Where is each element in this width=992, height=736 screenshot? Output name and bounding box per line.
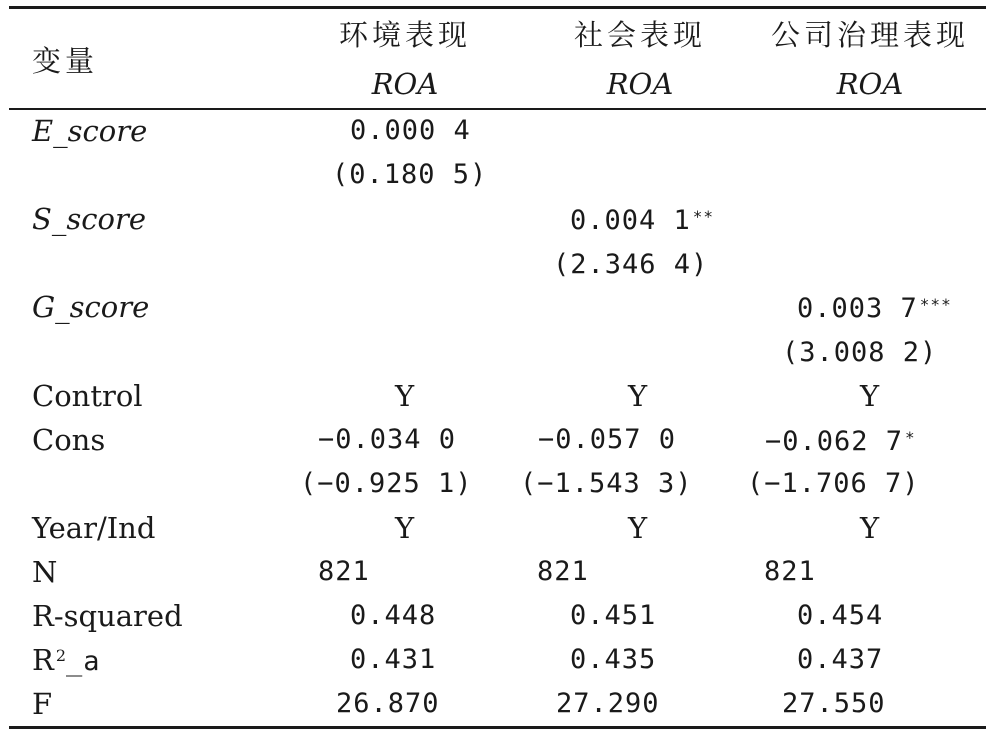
- group-header-social: 社会表现: [573, 18, 706, 52]
- r-squared-3: 0.454: [797, 600, 884, 631]
- r2a-superscript: 2: [55, 646, 67, 665]
- e-score-tstat: (0.180 5): [332, 159, 488, 190]
- year-ind-1: Y: [395, 511, 415, 545]
- dep-var-3: ROA: [836, 67, 904, 101]
- variable-header: 变量: [32, 44, 99, 78]
- r2a-1: 0.431: [350, 644, 437, 675]
- group-header-governance: 公司治理表现: [770, 18, 969, 52]
- cons-tstat-2: (−1.543 3): [520, 468, 693, 499]
- row-label-n: N: [32, 555, 58, 589]
- s-score-stars: **: [692, 207, 715, 226]
- dep-var-2: ROA: [606, 67, 674, 101]
- r2a-3: 0.437: [797, 644, 884, 675]
- cons-coef-3: −0.062 7: [765, 426, 904, 457]
- row-label-g-score: G_score: [32, 290, 150, 324]
- r-squared-2: 0.451: [570, 600, 657, 631]
- row-label-year-ind: Year/Ind: [32, 511, 156, 545]
- header-rule: [9, 108, 986, 110]
- bottom-rule: [9, 726, 986, 729]
- g-score-tstat: (3.008 2): [782, 337, 938, 368]
- row-label-cons: Cons: [32, 423, 106, 457]
- f-2: 27.290: [556, 688, 660, 719]
- row-label-control: Control: [32, 379, 143, 413]
- cons-tstat-3: (−1.706 7): [747, 468, 920, 499]
- row-label-r2a: [32, 643, 101, 679]
- row-label-r-squared: R-squared: [32, 599, 183, 633]
- dep-var-1: ROA: [371, 67, 439, 101]
- top-rule: [9, 6, 986, 9]
- cons-stars-3: *: [905, 428, 916, 447]
- s-score-coef-cell: [570, 204, 714, 238]
- control-2: Y: [628, 379, 648, 413]
- r2a-2: 0.435: [570, 644, 657, 675]
- e-score-coef: 0.000 4: [350, 115, 471, 146]
- n-3: 821: [764, 556, 816, 587]
- row-label-e-score: E_score: [32, 114, 148, 148]
- r2a-tail: _a: [66, 646, 101, 677]
- group-header-environment: 环境表现: [338, 18, 471, 52]
- row-label-f: F: [32, 687, 53, 721]
- year-ind-3: Y: [860, 511, 880, 545]
- n-2: 821: [537, 556, 589, 587]
- cons-coef-1: −0.034 0: [318, 424, 457, 455]
- row-label-s-score: S_score: [32, 202, 146, 236]
- g-score-coef: 0.003 7: [797, 293, 918, 324]
- s-score-tstat: (2.346 4): [553, 249, 709, 280]
- f-1: 26.870: [336, 688, 440, 719]
- control-3: Y: [860, 379, 880, 413]
- f-3: 27.550: [782, 688, 886, 719]
- cons-coef-3-cell: [765, 425, 916, 459]
- cons-coef-2: −0.057 0: [538, 424, 677, 455]
- s-score-coef: 0.004 1: [570, 205, 691, 236]
- r-squared-1: 0.448: [350, 600, 437, 631]
- g-score-stars: ***: [919, 295, 952, 314]
- cons-tstat-1: (−0.925 1): [300, 468, 473, 499]
- g-score-coef-cell: [797, 292, 952, 326]
- control-1: Y: [395, 379, 415, 413]
- year-ind-2: Y: [628, 511, 648, 545]
- r2a-main: R: [32, 643, 54, 677]
- n-1: 821: [318, 556, 370, 587]
